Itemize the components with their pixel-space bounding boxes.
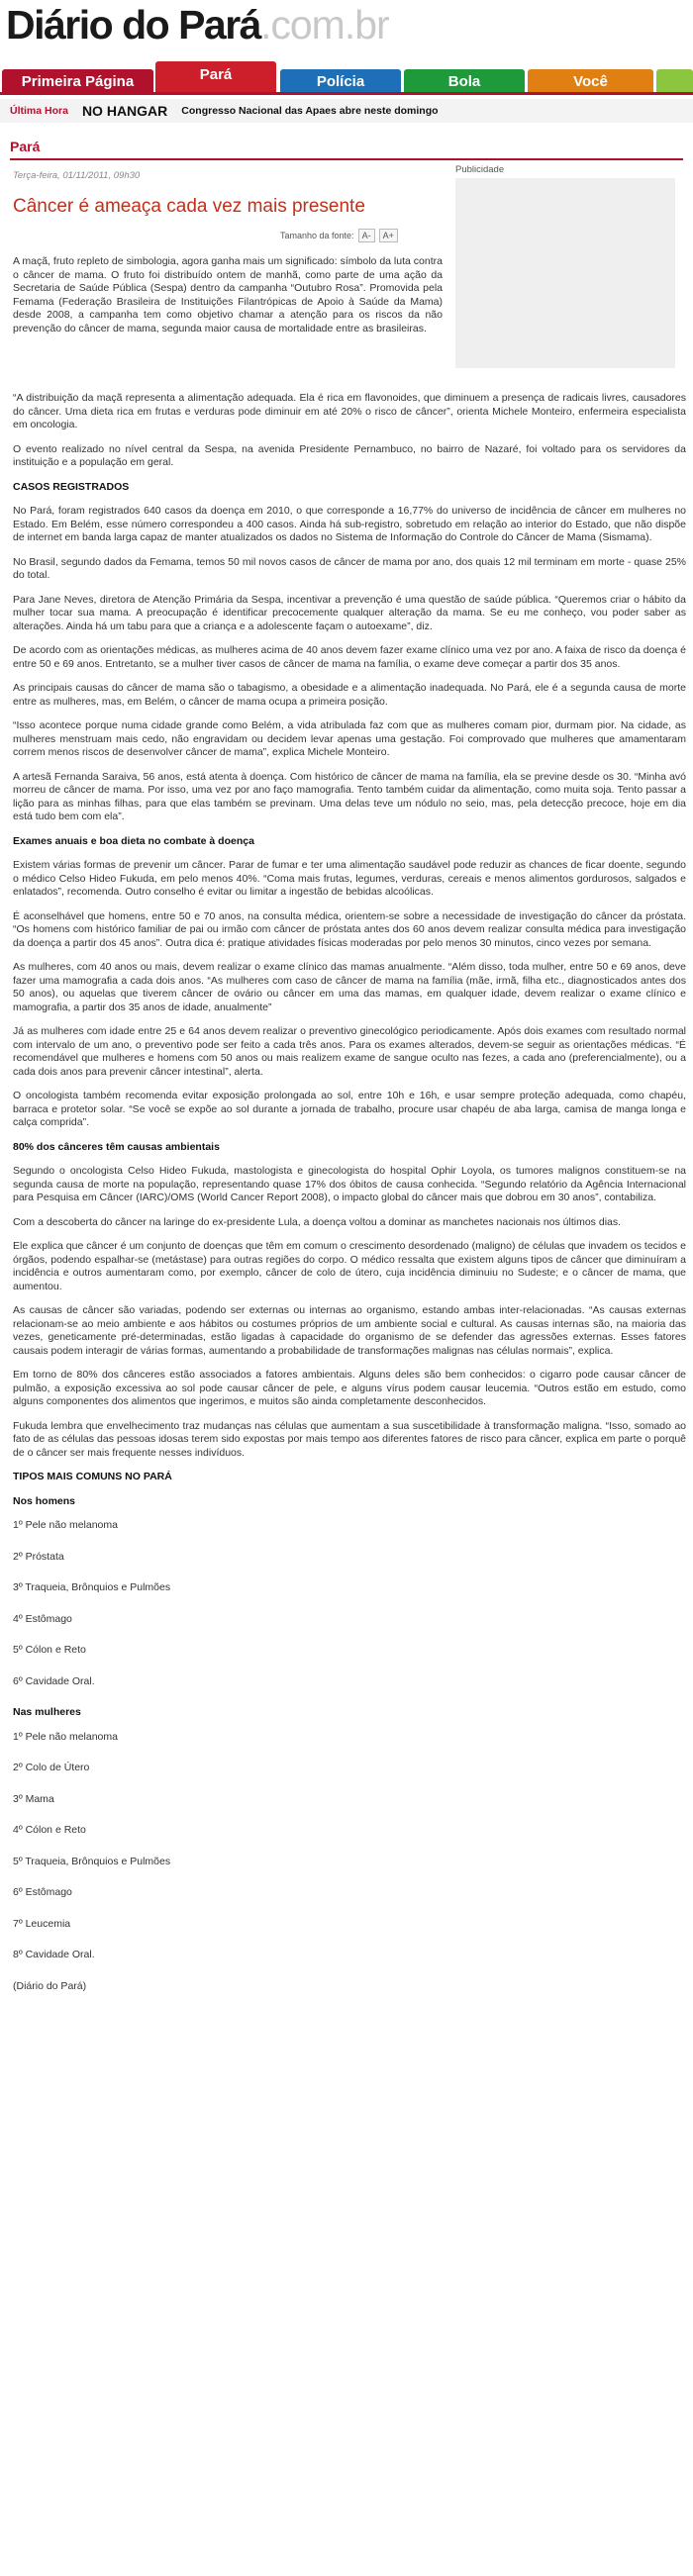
list-item: 2º Colo de Útero	[13, 1762, 90, 1773]
font-decrease-button[interactable]: A-	[358, 229, 375, 242]
list-item: 5º Traqueia, Brônquios e Pulmões	[13, 1855, 171, 1867]
article-paragraph: De acordo com as orientações médicas, as mulheres acima de 40 anos devem fazer exame clínico uma vez por ano. A faixa de risco da doença é entre 50 e 69 anos. Entretanto, se a mulher tiver casos de câncer de mama na família, o exame deve começar a partir dos 35 anos.	[13, 644, 686, 670]
list-item: 6º Cavidade Oral.	[13, 1674, 95, 1687]
list-item: 3º Mama	[13, 1792, 54, 1805]
list-item: 8º Cavidade Oral.	[13, 1949, 95, 1960]
article-intro	[13, 255, 443, 346]
tab-para[interactable]: Pará	[155, 61, 276, 94]
list-item: 4º Cólon e Reto	[13, 1824, 86, 1836]
tab-voce[interactable]: Você	[528, 69, 653, 94]
list-item: 1º Pele não melanoma	[13, 1730, 118, 1743]
list-item: 7º Leucemia	[13, 1917, 71, 1930]
article-paragraph: O oncologista também recomenda evitar exposição prolongada ao sol, entre 10h e 16h, e usar sempre proteção adequada, como chapéu, barraca e protetor solar. “Se você se expõe ao sol durante a jornada de trabalho, procure usar chapéu de aba larga, camisa de manga longa e calça comprida”.	[13, 1090, 686, 1128]
article-subheading: Nos homens	[13, 1494, 76, 1507]
article-body	[13, 392, 686, 2004]
ticker-text[interactable]: Congresso Nacional das Apaes abre neste domingo	[181, 105, 439, 117]
article-paragraph: As principais causas do câncer de mama são o tabagismo, a obesidade e a alimentação inadequada. No Pará, ele é a segunda causa de morte entre as mulheres, mas, em Belém, o câncer de mama ocupa a primeira posição.	[13, 682, 686, 708]
article-paragraph: A maçã, fruto repleto de simbologia, agora ganha mais um significado: símbolo da luta contra o câncer de mama. O fruto foi distribuído ontem de manhã, como parte de uma ação da Secretaria de Saúde Pública (Sespa) dentro da campanha “Outubro Rosa”. Promovida pela Femama (Federação Brasileira de Instituições Filantrópicas de Apoio à Saúde da Mama) desde 2008, a campanha tem como objetivo chamar a atenção para os riscos da não prevenção do câncer de mama, segunda maior causa de mortalidade entre as brasileiras.	[13, 255, 443, 334]
article-paragraph: As causas de câncer são variadas, podendo ser externas ou internas ao organismo, estando ambas inter-relacionadas. “As causas externas relacionam-se ao meio ambiente e aos hábitos ou costumes próprios de um ambiente social e cultural. As causas internas são, na maioria das vezes, geneticamente pré-determinadas, estão ligadas à capacidade do organismo de se defender das agressões externas. Esses fatores causais podem interagir de várias formas, aumentando a probabilidade de transformações malignas nas células normais”, explica.	[13, 1304, 686, 1357]
section-title: Pará	[10, 139, 41, 154]
ad-label: Publicidade	[455, 164, 505, 175]
list-item: 2º Próstata	[13, 1550, 64, 1563]
font-size-label: Tamanho da fonte:	[280, 231, 354, 240]
article-paragraph: Com a descoberta do câncer na laringe do ex-presidente Lula, a doença voltou a dominar as manchetes nacionais nos últimos dias.	[13, 1215, 622, 1228]
ticker-label: Última Hora	[10, 105, 68, 117]
article-subheading: 80% dos cânceres têm causas ambientais	[13, 1140, 220, 1153]
section-divider	[10, 158, 683, 160]
main-nav	[0, 61, 693, 94]
article-subheading: Exames anuais e boa dieta no combate à doença	[13, 834, 254, 847]
article-date: Terça-feira, 01/11/2011, 09h30	[13, 170, 141, 181]
font-increase-button[interactable]: A+	[379, 229, 398, 242]
article-paragraph: No Brasil, segundo dados da Femama, temos 50 mil novos casos de câncer de mama por ano, dos quais 12 mil terminam em morte - quase 25% do total.	[13, 555, 686, 581]
article-paragraph: Já as mulheres com idade entre 25 e 64 anos devem realizar o preventivo ginecológico periodicamente. Após dois exames com resultado normal com intervalo de um ano, o preventivo pode ser feito a cada três anos. Para os exames alterados, devem-se seguir as orientações médicas. “É recomendável que mulheres e homens com 50 anos ou mais realizem exame de sangue oculto nas fezes, a cada ano (preferencialmente), ou a cada dois anos para prevenir câncer intestinal”, alerta.	[13, 1025, 686, 1078]
list-item: 1º Pele não melanoma	[13, 1519, 118, 1531]
article-paragraph: As mulheres, com 40 anos ou mais, devem realizar o exame clínico das mamas anualmente. “Além disso, toda mulher, entre 50 e 69 anos, deve fazer uma mamografia a cada dois anos. “As mulheres com caso de câncer de mama na família (mãe, irmã, filha etc., diagnosticados antes dos 50 anos), ou aquelas que tiverem câncer de ovário ou câncer em uma das mamas, em qualquer idade, devem realizar o exame clínico e mamografia, a partir dos 35 anos de idade, anualmente”	[13, 961, 686, 1013]
article-paragraph: “A distribuição da maçã representa a alimentação adequada. Ela é rica em flavonoides, que diminuem a presença de radicais livres, causadores do câncer. Uma dieta rica em frutas e verduras pode diminuir em até 20% o risco de câncer”, orienta Michele Monteiro, enfermeira especialista em oncologia.	[13, 392, 686, 430]
tab-primeira-pagina[interactable]: Primeira Página	[2, 69, 153, 94]
list-item: 4º Estômago	[13, 1612, 72, 1625]
article-paragraph: Ele explica que câncer é um conjunto de doenças que têm em comum o crescimento desordenado (maligno) de células que invadem os tecidos e órgãos, podendo espalhar-se (metástase) para outras regiões do corpo. O médico ressalta que existem alguns tipos de câncer que diminuíram a incidência e outros aumentaram como, por exemplo, câncer de colo de útero, cuja incidência diminuiu no Sudeste; e o câncer de mama, que aumentou.	[13, 1240, 686, 1292]
article-paragraph: A artesã Fernanda Saraiva, 56 anos, está atenta à doença. Com histórico de câncer de mama na família, ela se previne desde os 30. “Minha avó morreu de câncer de mama. Por isso, uma vez por ano faço mamografia. Tento também cuidar da alimentação, como muita soja. Tento passar a lição para as minhas filhas, para que elas também se previnam. Uma delas teve um nódulo no seio, mas, pela detecção precoce, hoje em dia está tudo bem com ela”.	[13, 770, 686, 822]
article-paragraph: Existem várias formas de prevenir um câncer. Parar de fumar e ter uma alimentação saudável pode reduzir as chances de ficar doente, segundo o médico Celso Hideo Fukuda, em pelo menos 40%. “Coma mais frutas, legumes, verduras, cereais e menos alimentos gordurosos, salgados e enlatados”, recomenda. Outro conselho é evitar ou limitar a ingestão de bebidas alcoólicas.	[13, 859, 686, 898]
article-subheading: TIPOS MAIS COMUNS NO PARÁ	[13, 1471, 172, 1482]
article-title: Câncer é ameaça cada vez mais presente	[13, 196, 365, 217]
article-paragraph: Em torno de 80% dos cânceres estão associados a fatores ambientais. Alguns deles são bem conhecidos: o cigarro pode causar câncer de pulmão, a exposição excessiva ao sol pode causar câncer de pele, e alguns vírus podem causar leucemia. “Outros estão em estudo, como alguns componentes dos alimentos que ingerimos, e muitos são ainda completamente desconhecidos.	[13, 1369, 686, 1407]
article-subheading: CASOS REGISTRADOS	[13, 480, 130, 493]
article-paragraph: “Isso acontece porque numa cidade grande como Belém, a vida atribulada faz com que as mulheres comam pior, durmam pior. Na cidade, as mulheres menstruam mais cedo, não engravidam ou decidem levar apenas uma gestação. Foi comprovado que mulheres que amamentaram correm menos riscos de desenvolver câncer de mama”, explica Michele Monteiro.	[13, 719, 686, 758]
ticker-headline[interactable]: NO HANGAR	[81, 103, 168, 119]
tab-policia[interactable]: Polícia	[280, 69, 401, 94]
font-size-control	[280, 229, 398, 242]
site-logo[interactable]: Diário do Pará.com.br	[6, 2, 389, 48]
article-paragraph: O evento realizado no nível central da Sespa, na avenida Presidente Pernambuco, no bairro de Nazaré, foi voltado para os servidores da instituição e a população em geral.	[13, 442, 686, 468]
tab-bola[interactable]: Bola	[404, 69, 525, 94]
list-item: 3º Traqueia, Brônquios e Pulmões	[13, 1581, 171, 1593]
article-paragraph: Segundo o oncologista Celso Hideo Fukuda, mastologista e ginecologista do hospital Ophir Loyola, os tumores malignos constituem-se na segunda causa de morte na população, representando quase 17% dos óbitos de causa conhecida. “Segundo relatório da Agência Internacional para Pesquisa em Câncer (IARC)/OMS (World Cancer Report 2008), o impacto global do câncer mais que dobrou em 30 anos”, contabiliza.	[13, 1165, 686, 1203]
article-subheading: Nas mulheres	[13, 1706, 81, 1718]
ad-slot[interactable]	[455, 178, 675, 368]
list-item: 6º Estômago	[13, 1886, 72, 1898]
article-paragraph: No Pará, foram registrados 640 casos da doença em 2010, o que corresponde a 16,77% do universo de incidência de câncer em mulheres no Estado. Em Belém, esse número correspondeu a 400 casos. Ainda há sub-registro, sobretudo em relação ao interior do Estado, que não dispõe de internet em banda larga capaz de manter atualizados os dados no Sistema de Informação do Controle do Câncer de Mama (Sismama).	[13, 505, 686, 543]
article-paragraph: (Diário do Pará)	[13, 1979, 87, 1992]
breaking-news-ticker	[0, 99, 693, 123]
article-paragraph: Fukuda lembra que envelhecimento traz mudanças nas células que aumentam a sua suscetibilidade à transformação maligna. “Isso, somado ao fato de as células das pessoas idosas terem sido expostas por mais tempo aos diferentes fatores de risco para câncer, explica em parte o porquê de o câncer ser mais frequente nesses indivíduos.	[13, 1419, 686, 1459]
tab-extra[interactable]	[656, 69, 693, 94]
article-paragraph: É aconselhável que homens, entre 50 e 70 anos, na consulta médica, orientem-se sobre a necessidade de investigação do câncer da próstata. “Os homens com histórico familiar de pai ou irmão com câncer de próstata antes dos 60 anos devem realizar consulta médica para investigação da doença a partir dos 45 anos”. Outra dica é: pratique atividades físicas moderadas por pelo menos 30 minutos, cinco vezes por semana.	[13, 909, 686, 949]
nav-underline	[0, 92, 693, 95]
list-item: 5º Cólon e Reto	[13, 1644, 86, 1656]
article-paragraph: Para Jane Neves, diretora de Atenção Primária da Sespa, incentivar a prevenção é uma questão de saúde pública. “Queremos criar o hábito da mulher tocar sua mama. A preocupação é identificar precocemente qualquer alteração da mama. Se eu me conheço, vou poder saber as alterações. Ainda há um tabu para que a criança e a adolescente façam o autoexame”, diz.	[13, 593, 686, 632]
